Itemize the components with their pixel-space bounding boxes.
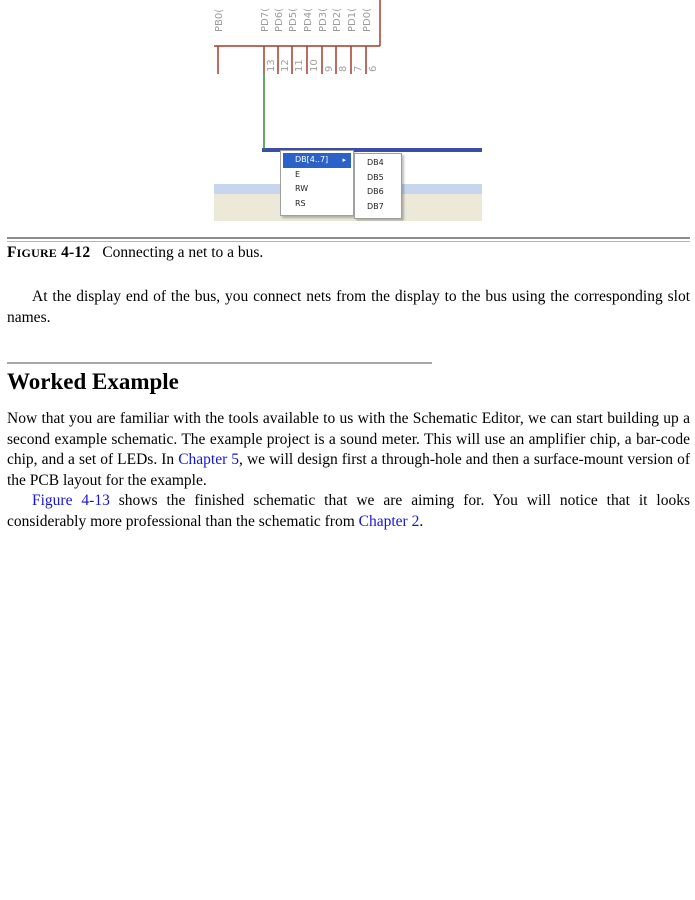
pin-label: PD2( xyxy=(332,8,343,32)
caption-text: Connecting a net to a bus. xyxy=(102,244,264,261)
schematic-screenshot xyxy=(214,0,482,221)
link-chapter-5[interactable]: Chapter 5 xyxy=(178,451,240,468)
submenu-item-db4[interactable]: DB4 xyxy=(367,158,384,167)
section-rule xyxy=(7,362,432,364)
submenu-item-db7[interactable]: DB7 xyxy=(367,201,384,211)
submenu-arrow-icon: ▸ xyxy=(342,156,346,164)
paragraph-intro: Now that you are familiar with the tools available to us with the Schematic Editor, we can start building up a second example schematic. The example project is a sound meter. This will use an amplifier chip, a bar-code chip, and a set of LEDs. In Chapter 5, we will design first a through-hole and then a surface-mount version of the PCB layout for the example. xyxy=(7,410,690,489)
pin-number: 7 xyxy=(353,65,364,72)
pin-number: 11 xyxy=(294,59,305,72)
menu-item-label: DB[4..7] xyxy=(295,155,329,164)
pin-number: 8 xyxy=(338,65,349,72)
link-figure-4-13[interactable]: Figure 4-13 xyxy=(32,492,110,509)
pin-label: PD6( xyxy=(274,8,285,32)
paragraph-display-end: At the display end of the bus, you connect nets from the display to the bus using the corresponding slot names. xyxy=(7,288,690,326)
menu-item-bus-slot[interactable] xyxy=(283,153,351,168)
pin-label: PD0( xyxy=(362,8,373,32)
caption-rule-thin xyxy=(7,241,690,242)
figure-caption xyxy=(7,243,263,263)
pin-number: 13 xyxy=(266,59,277,72)
menu-item-rw[interactable]: RW xyxy=(295,184,309,193)
figure-label: FIGURE 4-12 xyxy=(7,244,91,261)
paragraph-figure-ref: Figure 4-13 shows the finished schematic that we are aiming for. You will notice that it looks considerably more professional than the schematic from Chapter 2. xyxy=(7,492,690,530)
section-heading: Worked Example xyxy=(7,369,179,394)
pin-number: 10 xyxy=(309,59,320,72)
pin-label: PD1( xyxy=(347,8,358,32)
submenu-item-db6[interactable]: DB6 xyxy=(367,187,384,196)
menu-item-e[interactable]: E xyxy=(295,169,301,179)
pin-number: 6 xyxy=(368,65,379,72)
pin-label: PB0( xyxy=(214,8,225,32)
pin-label: PD4( xyxy=(303,8,314,32)
context-menu xyxy=(280,150,354,216)
submenu xyxy=(354,153,402,219)
caption-rule-thick xyxy=(7,237,690,239)
menu-item-rs[interactable]: RS xyxy=(295,198,306,208)
submenu-item-db5[interactable]: DB5 xyxy=(367,172,384,182)
pin-number: 9 xyxy=(324,65,335,72)
pin-label: PD3( xyxy=(318,8,329,32)
pin-label: PD5( xyxy=(288,8,299,32)
pin-number: 12 xyxy=(280,59,291,72)
pin-label: PD7( xyxy=(260,8,271,32)
link-chapter-2[interactable]: Chapter 2 xyxy=(358,512,420,530)
